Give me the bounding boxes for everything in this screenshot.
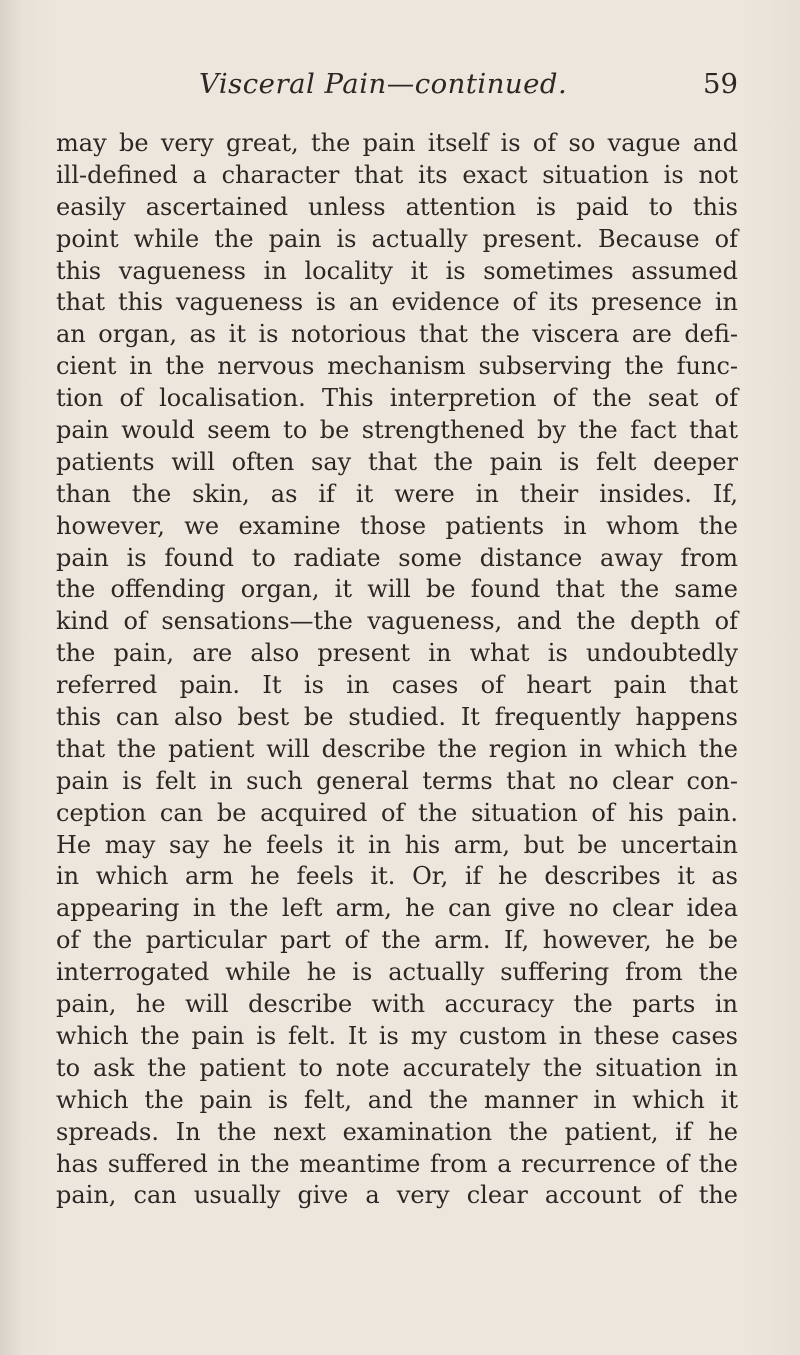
text-line: He may say he feels it in his arm, but be uncertain xyxy=(56,830,738,859)
text-line: interrogated while he is actually suffering from the xyxy=(56,958,738,987)
running-title: Visceral Pain—continued. xyxy=(199,68,568,100)
text-line: may be very great, the pain itself is of so vague and xyxy=(56,129,738,157)
text-line: pain is felt in such general terms that no clear con- xyxy=(56,766,738,795)
text-line: the pain, are also present in what is undoubtedly xyxy=(56,639,738,668)
text-line: in which arm he feels it. Or, if he describes it as xyxy=(56,862,738,891)
text-line: easily ascertained unless attention is paid to this xyxy=(56,192,738,221)
text-line: point while the pain is actually present. Because of xyxy=(56,224,738,253)
text-line: pain is found to radiate some distance away from xyxy=(56,543,738,572)
text-line: of the particular part of the arm. If, however, he be xyxy=(56,926,738,955)
text-line: to ask the patient to note accurately the situation in xyxy=(56,1053,738,1082)
text-line: kind of sensations—the vagueness, and the depth of xyxy=(56,607,738,636)
text-line: this can also best be studied. It frequently happens xyxy=(56,703,738,732)
text-line: this vagueness in locality it is sometimes assumed xyxy=(56,256,738,285)
text-line: tion of localisation. This interpretion of the seat of xyxy=(56,384,738,413)
text-line: which the pain is felt. It is my custom in these cases xyxy=(56,1021,738,1050)
running-head xyxy=(56,68,738,108)
text-line: the offending organ, it will be found that the same xyxy=(56,575,738,604)
body-text xyxy=(56,128,738,1212)
text-line: an organ, as it is notorious that the viscera are defi- xyxy=(56,320,738,349)
text-line: pain would seem to be strengthened by the fact that xyxy=(56,416,738,445)
text-line: spreads. In the next examination the patient, if he xyxy=(56,1117,738,1146)
text-line: cient in the nervous mechanism subserving the func- xyxy=(56,352,738,381)
text-line: than the skin, as if it were in their insides. If, xyxy=(56,479,738,508)
page-number: 59 xyxy=(703,68,738,100)
text-line: patients will often say that the pain is felt deeper xyxy=(56,447,738,476)
text-line: that this vagueness is an evidence of its presence in xyxy=(56,288,738,317)
text-line: has suffered in the meantime from a recurrence of the xyxy=(56,1149,738,1178)
text-line: referred pain. It is in cases of heart pain that xyxy=(56,671,738,700)
text-line: ill-defined a character that its exact situation is not xyxy=(56,160,738,189)
text-line: pain, can usually give a very clear account of the xyxy=(56,1181,738,1210)
text-line: ception can be acquired of the situation of his pain. xyxy=(56,798,738,827)
text-line: however, we examine those patients in whom the xyxy=(56,511,738,540)
text-line: pain, he will describe with accuracy the parts in xyxy=(56,990,738,1019)
text-line: that the patient will describe the region in which the xyxy=(56,734,738,763)
text-line: appearing in the left arm, he can give no clear idea xyxy=(56,894,738,923)
text-line: which the pain is felt, and the manner in which it xyxy=(56,1085,738,1114)
